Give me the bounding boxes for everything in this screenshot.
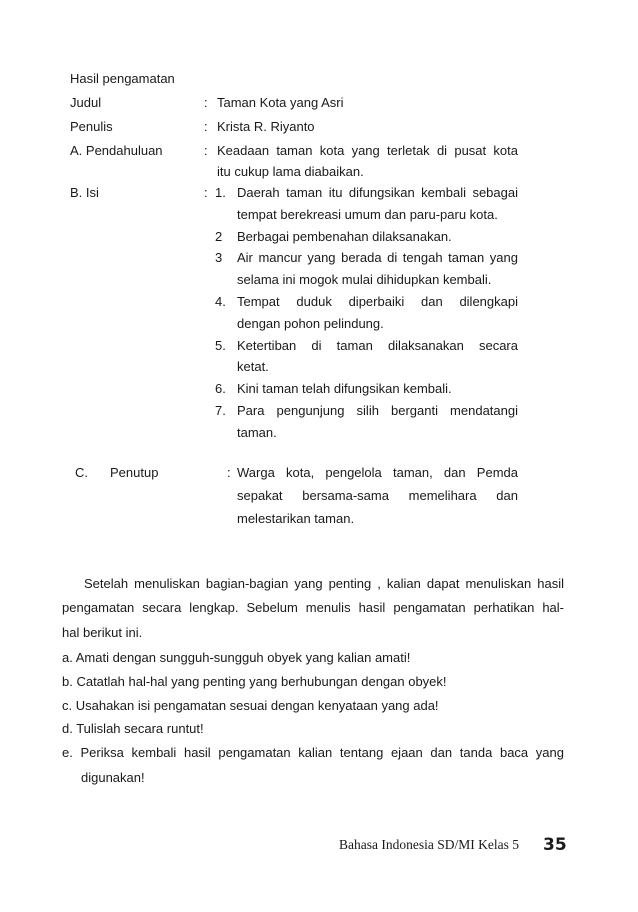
list-item: b. Catatlah hal-hal yang penting yang berhubungan dengan obyek! xyxy=(62,674,447,689)
closing-line: Warga kota, pengelola taman, dan Pemda xyxy=(237,465,518,480)
item-line: taman. xyxy=(237,425,277,440)
intro-line: itu cukup lama diabaikan. xyxy=(217,164,364,179)
item-line: Ketertiban di taman dilaksanakan secara xyxy=(237,338,518,353)
item-number: 5. xyxy=(215,338,226,353)
body-colon: : xyxy=(204,185,208,200)
list-item: d. Tulislah secara runtut! xyxy=(62,721,204,736)
item-line: Para pengunjung silih berganti mendatangi xyxy=(237,403,518,418)
item-number: 6. xyxy=(215,381,226,396)
intro-line: Keadaan taman kota yang terletak di pusat kota xyxy=(217,143,518,158)
paragraph-line: Setelah menuliskan bagian-bagian yang penting , kalian dapat menuliskan hasil xyxy=(84,576,564,591)
closing-colon: : xyxy=(227,465,231,480)
item-line: Tempat duduk diperbaiki dan dilengkapi xyxy=(237,294,518,309)
paragraph-line: pengamatan secara lengkap. Sebelum menulis hasil pengamatan perhatikan hal- xyxy=(62,600,564,615)
item-number: 1. xyxy=(215,185,226,200)
list-item: e. Periksa kembali hasil pengamatan kalian tentang ejaan dan tanda baca yang xyxy=(62,745,564,760)
author-colon: : xyxy=(204,119,208,134)
body-label: B. Isi xyxy=(70,185,99,200)
item-number: 2 xyxy=(215,229,223,244)
author-value: Krista R. Riyanto xyxy=(217,119,315,134)
item-line: tempat berekreasi umum dan paru-paru kota. xyxy=(237,207,498,222)
item-line: Daerah taman itu difungsikan kembali sebagai xyxy=(237,185,518,200)
title-colon: : xyxy=(204,95,208,110)
closing-line: sepakat bersama-sama memelihara dan xyxy=(237,488,518,503)
book-title: Bahasa Indonesia SD/MI Kelas 5 xyxy=(339,837,519,852)
item-line: Air mancur yang berada di tengah taman yang xyxy=(237,250,518,265)
list-item: a. Amati dengan sungguh-sungguh obyek yang kalian amati! xyxy=(62,650,411,665)
closing-line: melestarikan taman. xyxy=(237,511,355,526)
intro-label: A. Pendahuluan xyxy=(70,143,163,158)
page-number: 35 xyxy=(543,835,567,855)
list-item-continuation: digunakan! xyxy=(81,770,145,785)
item-number: 3 xyxy=(215,250,223,265)
list-item: c. Usahakan isi pengamatan sesuai dengan kenyataan yang ada! xyxy=(62,698,439,713)
item-line: Berbagai pembenahan dilaksanakan. xyxy=(237,229,452,244)
title-label: Judul xyxy=(70,95,102,110)
item-line: Kini taman telah difungsikan kembali. xyxy=(237,381,452,396)
item-number: 7. xyxy=(215,403,226,418)
report-heading: Hasil pengamatan xyxy=(70,71,175,86)
author-label: Penulis xyxy=(70,119,113,134)
intro-colon: : xyxy=(204,143,208,158)
title-value: Taman Kota yang Asri xyxy=(217,95,344,110)
item-line: selama ini mogok mulai dihidupkan kembali. xyxy=(237,272,492,287)
closing-label: Penutup xyxy=(110,465,159,480)
item-line: dengan pohon pelindung. xyxy=(237,316,384,331)
paragraph-line: hal berikut ini. xyxy=(62,625,143,640)
closing-letter: C. xyxy=(75,465,88,480)
item-line: ketat. xyxy=(237,359,269,374)
item-number: 4. xyxy=(215,294,226,309)
